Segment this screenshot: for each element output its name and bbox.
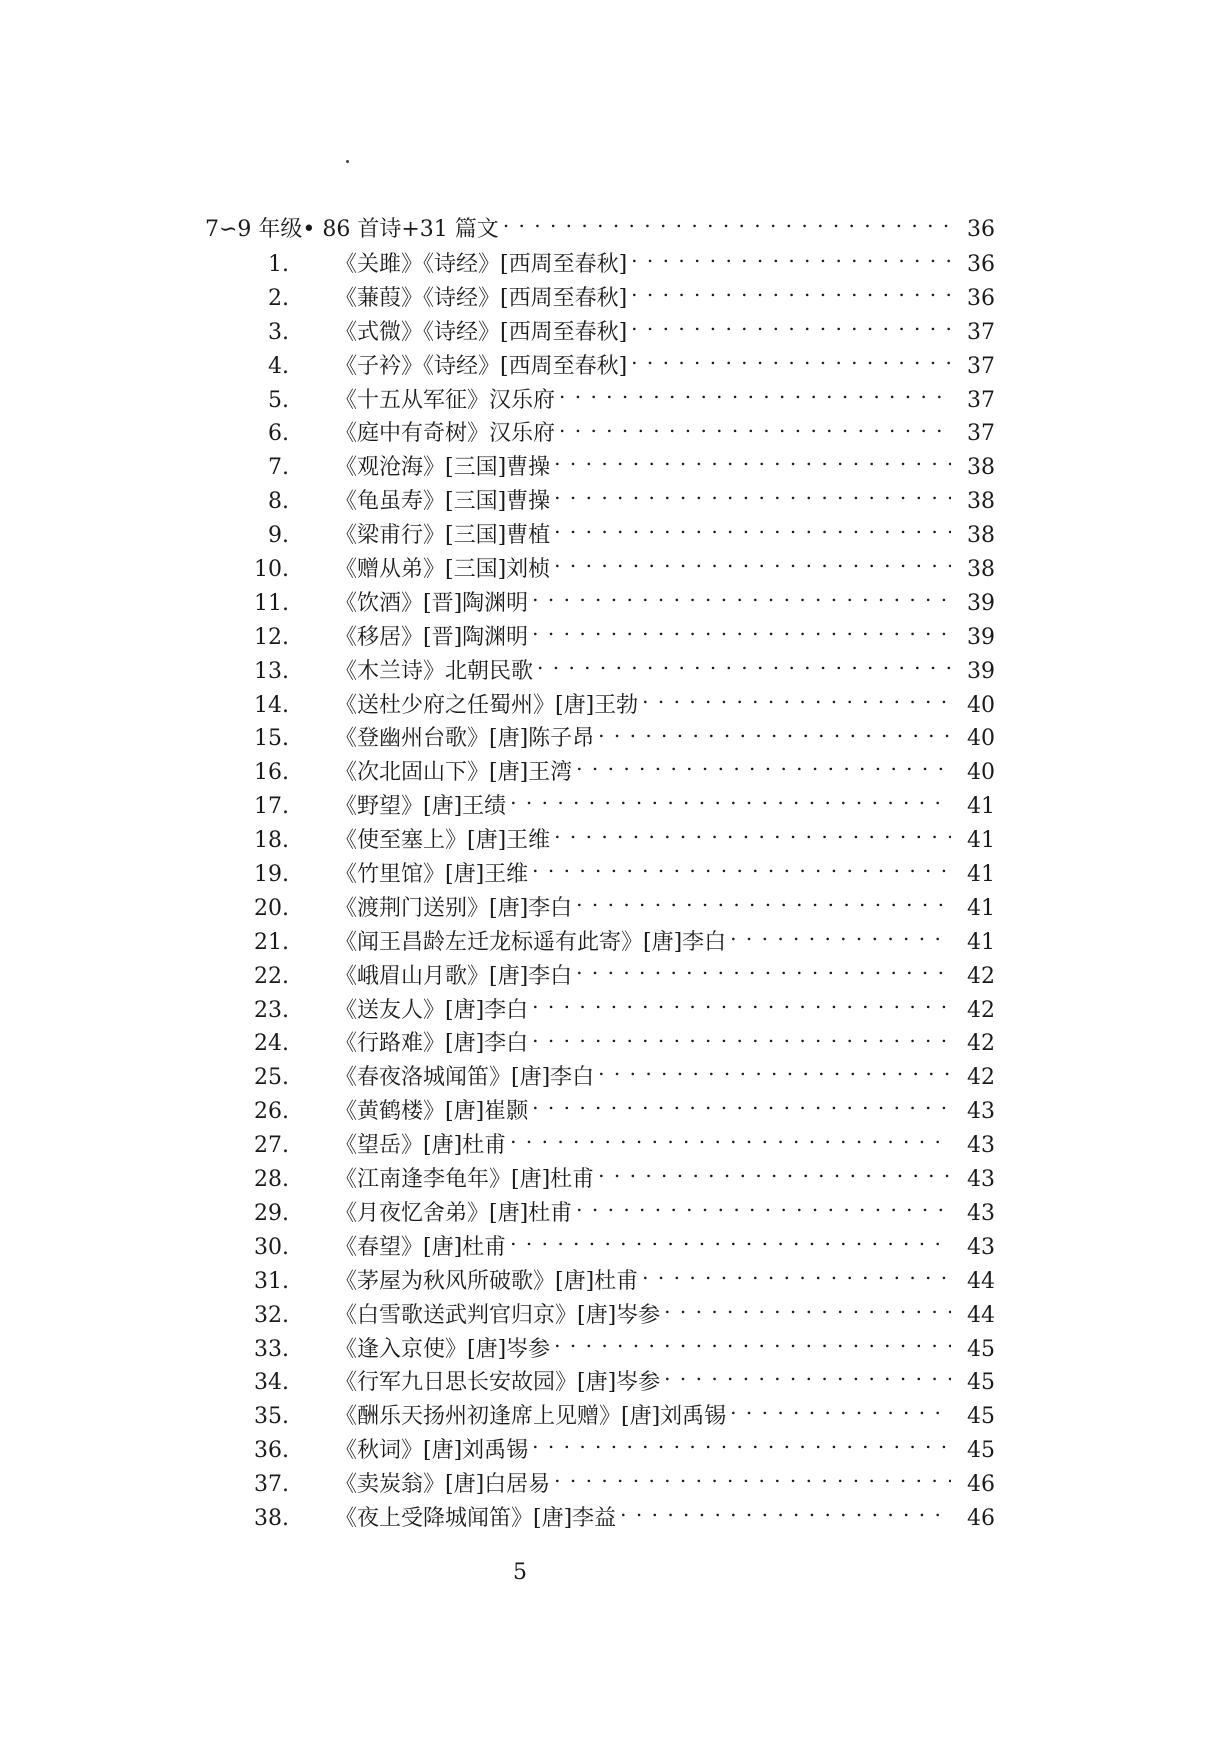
- toc-entry[interactable]: [205, 1502, 995, 1536]
- toc-entry[interactable]: [205, 1095, 995, 1129]
- entry-title: 《茅屋为秋风所破歌》[唐]杜甫: [335, 1268, 639, 1294]
- entry-title: 《送友人》[唐]李白: [335, 997, 529, 1023]
- entry-page-number: 46: [967, 1472, 995, 1498]
- toc-entry[interactable]: [205, 451, 995, 485]
- entry-number: 20.: [254, 895, 289, 921]
- entry-page-number: 37: [967, 319, 995, 345]
- entry-title: 《逢入京使》[唐]岑参: [335, 1336, 551, 1362]
- entry-page-number: 40: [967, 760, 995, 786]
- entry-title: 《式微》《诗经》[西周至春秋]: [335, 319, 628, 345]
- entry-title: 《饮酒》[晋]陶渊明: [335, 590, 529, 616]
- entry-number: 30.: [254, 1234, 289, 1260]
- toc-entry[interactable]: [205, 350, 995, 384]
- dot-leader: [631, 351, 951, 373]
- entry-title: 《木兰诗》北朝民歌: [335, 658, 534, 684]
- entry-page-number: 43: [967, 1099, 995, 1125]
- toc-entry[interactable]: [205, 621, 995, 655]
- toc-entry[interactable]: [205, 1333, 995, 1367]
- entry-title: 《使至塞上》[唐]王维: [335, 828, 551, 854]
- entry-number: 24.: [254, 1031, 289, 1057]
- entry-number: 3.: [268, 319, 289, 345]
- entry-title: 《次北固山下》[唐]王湾: [335, 760, 573, 786]
- dot-leader: [532, 1435, 951, 1457]
- entry-page-number: 37: [967, 387, 995, 413]
- toc-entry[interactable]: [205, 1366, 995, 1400]
- entry-number: 5.: [268, 387, 289, 413]
- entry-number: 37.: [254, 1472, 289, 1498]
- toc-entry[interactable]: [205, 824, 995, 858]
- entry-number: 17.: [254, 794, 289, 820]
- dot-leader: [559, 418, 951, 440]
- entry-page-number: 43: [967, 1200, 995, 1226]
- entry-page-number: 45: [967, 1370, 995, 1396]
- toc-entry[interactable]: [205, 1129, 995, 1163]
- dot-leader: [503, 214, 951, 236]
- entry-title: 《关雎》《诗经》[西周至春秋]: [335, 252, 628, 277]
- table-of-contents: [205, 212, 995, 1536]
- dot-leader: [554, 452, 951, 474]
- entry-page-number: 39: [967, 590, 995, 616]
- dot-leader: [730, 927, 951, 949]
- entry-page-number: 38: [967, 523, 995, 549]
- entry-number: 21.: [254, 929, 289, 955]
- dot-leader: [532, 588, 951, 610]
- toc-entry[interactable]: [205, 519, 995, 553]
- entry-page-number: 43: [967, 1234, 995, 1260]
- page-footer-number: 5: [513, 1560, 527, 1585]
- entry-title: 《竹里馆》[唐]王维: [335, 862, 529, 888]
- dot-leader: [631, 317, 951, 339]
- entry-title: 《酬乐天扬州初逢席上见赠》[唐]刘禹锡: [335, 1404, 727, 1430]
- entry-title: 《夜上受降城闻笛》[唐]李益: [335, 1505, 617, 1531]
- entry-page-number: 44: [967, 1302, 995, 1328]
- entry-number: 7.: [268, 455, 289, 481]
- entry-page-number: 41: [967, 895, 995, 921]
- entry-page-number: 41: [967, 794, 995, 820]
- entry-page-number: 43: [967, 1133, 995, 1159]
- toc-entry[interactable]: [205, 417, 995, 451]
- entry-number: 4.: [268, 353, 289, 379]
- entry-title: 《十五从军征》汉乐府: [335, 387, 556, 413]
- entry-title: 《江南逢李龟年》[唐]杜甫: [335, 1167, 595, 1193]
- dot-leader: [554, 520, 951, 542]
- entry-title: 《赠从弟》[三国]刘桢: [335, 557, 551, 583]
- toc-entry[interactable]: [205, 892, 995, 926]
- entry-title: 《峨眉山月歌》[唐]李白: [335, 963, 573, 989]
- entry-page-number: 38: [967, 455, 995, 481]
- entry-title: 《春夜洛城闻笛》[唐]李白: [335, 1065, 595, 1091]
- dot-leader: [532, 995, 951, 1017]
- section-title: 7∽9 年级• 86 首诗+31 篇文: [205, 217, 499, 242]
- entry-page-number: 41: [967, 929, 995, 955]
- entry-page-number: 42: [967, 963, 995, 989]
- entry-page-number: 36: [967, 285, 995, 311]
- dot-leader: [559, 385, 951, 407]
- entry-number: 8.: [268, 489, 289, 515]
- entry-title: 《龟虽寿》[三国]曹操: [335, 489, 551, 515]
- dot-leader: [554, 825, 951, 847]
- dot-leader: [554, 554, 951, 576]
- entry-title: 《卖炭翁》[唐]白居易: [335, 1472, 551, 1498]
- entry-title: 《黄鹤楼》[唐]崔颢: [335, 1099, 529, 1125]
- entry-number: 26.: [254, 1099, 289, 1125]
- entry-title: 《移居》[晋]陶渊明: [335, 624, 529, 650]
- toc-entry[interactable]: [205, 1299, 995, 1333]
- entry-page-number: 41: [967, 862, 995, 888]
- entry-page-number: 45: [967, 1438, 995, 1464]
- entry-page-number: 44: [967, 1268, 995, 1294]
- entry-page-number: 46: [967, 1505, 995, 1531]
- entry-number: 13.: [254, 658, 289, 684]
- entry-title: 《登幽州台歌》[唐]陈子昂: [335, 726, 595, 752]
- entry-title: 《观沧海》[三国]曹操: [335, 455, 551, 481]
- entry-title: 《望岳》[唐]杜甫: [335, 1133, 507, 1159]
- dot-leader: [620, 1503, 951, 1525]
- dot-leader: [532, 859, 951, 881]
- entry-number: 35.: [254, 1404, 289, 1430]
- toc-entry[interactable]: [205, 485, 995, 519]
- dot-leader: [664, 1300, 951, 1322]
- dot-leader: [576, 1198, 951, 1220]
- dot-leader: [642, 690, 951, 712]
- entry-number: 10.: [254, 557, 289, 583]
- toc-entry[interactable]: [205, 1027, 995, 1061]
- entry-number: 1.: [268, 252, 289, 277]
- entry-number: 15.: [254, 726, 289, 752]
- toc-entry[interactable]: [205, 790, 995, 824]
- toc-entry[interactable]: [205, 553, 995, 587]
- entry-number: 2.: [268, 285, 289, 311]
- entry-title: 《行军九日思长安故园》[唐]岑参: [335, 1370, 661, 1396]
- toc-entry[interactable]: [205, 248, 995, 282]
- toc-entry[interactable]: [205, 1434, 995, 1468]
- toc-entry[interactable]: [205, 384, 995, 418]
- entry-number: 36.: [254, 1438, 289, 1464]
- entry-number: 22.: [254, 963, 289, 989]
- entry-number: 38.: [254, 1505, 289, 1531]
- dot-leader: [730, 1401, 951, 1423]
- entry-number: 32.: [254, 1302, 289, 1328]
- toc-section-heading[interactable]: [205, 212, 995, 248]
- entry-number: 6.: [268, 421, 289, 447]
- scan-speck: [346, 160, 349, 163]
- toc-entry[interactable]: [205, 1163, 995, 1197]
- dot-leader: [532, 622, 951, 644]
- toc-entry[interactable]: [205, 1468, 995, 1502]
- dot-leader: [631, 283, 951, 305]
- toc-entry[interactable]: [205, 1197, 995, 1231]
- toc-entry[interactable]: [205, 282, 995, 316]
- toc-entry[interactable]: [205, 1231, 995, 1265]
- toc-entry[interactable]: [205, 722, 995, 756]
- entry-title: 《春望》[唐]杜甫: [335, 1234, 507, 1260]
- dot-leader: [598, 723, 951, 745]
- entry-number: 27.: [254, 1133, 289, 1159]
- entry-number: 31.: [254, 1268, 289, 1294]
- entry-number: 19.: [254, 862, 289, 888]
- entry-page-number: 36: [967, 252, 995, 277]
- entry-page-number: 41: [967, 828, 995, 854]
- entry-number: 11.: [254, 590, 289, 616]
- entry-number: 28.: [254, 1167, 289, 1193]
- dot-leader: [576, 893, 951, 915]
- dot-leader: [554, 486, 951, 508]
- entry-page-number: 37: [967, 353, 995, 379]
- entry-number: 34.: [254, 1370, 289, 1396]
- entry-title: 《渡荆门送别》[唐]李白: [335, 895, 573, 921]
- dot-leader: [598, 1164, 951, 1186]
- entry-page-number: 39: [967, 624, 995, 650]
- dot-leader: [642, 1266, 951, 1288]
- toc-entry-list: [205, 248, 995, 1536]
- entry-number: 18.: [254, 828, 289, 854]
- entry-page-number: 42: [967, 1065, 995, 1091]
- toc-entry[interactable]: [205, 316, 995, 350]
- entry-number: 23.: [254, 997, 289, 1023]
- dot-leader: [510, 791, 951, 813]
- entry-title: 《野望》[唐]王绩: [335, 794, 507, 820]
- entry-title: 《子衿》《诗经》[西周至春秋]: [335, 353, 628, 379]
- toc-entry[interactable]: [205, 960, 995, 994]
- entry-page-number: 40: [967, 692, 995, 718]
- entry-page-number: 42: [967, 1031, 995, 1057]
- entry-number: 25.: [254, 1065, 289, 1091]
- dot-leader: [532, 1096, 951, 1118]
- entry-number: 29.: [254, 1200, 289, 1226]
- entry-title: 《梁甫行》[三国]曹植: [335, 523, 551, 549]
- entry-title: 《秋词》[唐]刘禹锡: [335, 1438, 529, 1464]
- toc-entry[interactable]: [205, 858, 995, 892]
- toc-entry[interactable]: [205, 689, 995, 723]
- entry-title: 《送杜少府之任蜀州》[唐]王勃: [335, 692, 639, 718]
- entry-title: 《月夜忆舍弟》[唐]杜甫: [335, 1200, 573, 1226]
- toc-entry[interactable]: [205, 655, 995, 689]
- entry-page-number: 42: [967, 997, 995, 1023]
- entry-page-number: 40: [967, 726, 995, 752]
- entry-page-number: 38: [967, 489, 995, 515]
- entry-page-number: 37: [967, 421, 995, 447]
- entry-page-number: 38: [967, 557, 995, 583]
- dot-leader: [510, 1232, 951, 1254]
- dot-leader: [631, 249, 951, 271]
- dot-leader: [664, 1367, 951, 1389]
- dot-leader: [576, 961, 951, 983]
- dot-leader: [510, 1130, 951, 1152]
- toc-entry[interactable]: [205, 587, 995, 621]
- entry-title: 《闻王昌龄左迁龙标遥有此寄》[唐]李白: [335, 929, 727, 955]
- entry-number: 9.: [268, 523, 289, 549]
- toc-entry[interactable]: [205, 1265, 995, 1299]
- dot-leader: [537, 656, 951, 678]
- toc-entry[interactable]: [205, 1061, 995, 1095]
- entry-title: 《蒹葭》《诗经》[西周至春秋]: [335, 285, 628, 311]
- entry-title: 《庭中有奇树》汉乐府: [335, 421, 556, 447]
- toc-entry[interactable]: [205, 994, 995, 1028]
- dot-leader: [532, 1028, 951, 1050]
- entry-number: 33.: [254, 1336, 289, 1362]
- toc-entry[interactable]: [205, 926, 995, 960]
- entry-page-number: 45: [967, 1404, 995, 1430]
- entry-number: 14.: [254, 692, 289, 718]
- section-page-number: 36: [967, 217, 995, 242]
- entry-title: 《行路难》[唐]李白: [335, 1031, 529, 1057]
- entry-number: 16.: [254, 760, 289, 786]
- dot-leader: [554, 1469, 951, 1491]
- toc-entry[interactable]: [205, 1400, 995, 1434]
- entry-number: 12.: [254, 624, 289, 650]
- dot-leader: [576, 757, 951, 779]
- dot-leader: [554, 1334, 951, 1356]
- entry-title: 《白雪歌送武判官归京》[唐]岑参: [335, 1302, 661, 1328]
- entry-page-number: 43: [967, 1167, 995, 1193]
- toc-entry[interactable]: [205, 756, 995, 790]
- dot-leader: [598, 1062, 951, 1084]
- entry-page-number: 45: [967, 1336, 995, 1362]
- entry-page-number: 39: [967, 658, 995, 684]
